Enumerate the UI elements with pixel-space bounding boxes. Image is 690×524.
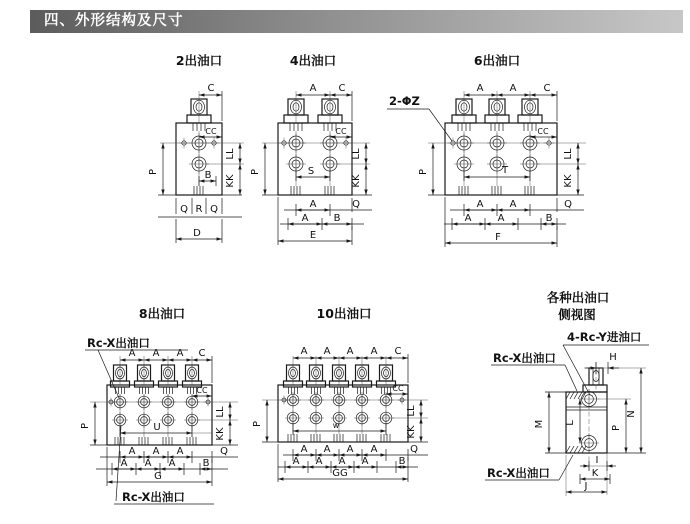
outlet-holes bbox=[262, 392, 428, 426]
dim-label-a-row1-3: A bbox=[346, 444, 354, 455]
dim-label-q: Q bbox=[410, 444, 418, 455]
callout-outlet-bottom bbox=[485, 455, 573, 480]
diagram-10-outlets bbox=[252, 300, 432, 520]
dim-label-a-row1: A bbox=[309, 199, 317, 210]
dim-label-cc: CC bbox=[196, 386, 208, 395]
dim-label-q: Q bbox=[352, 199, 360, 210]
callout-outlet-bottom bbox=[114, 426, 214, 504]
dim-label-a-row2: A bbox=[301, 213, 309, 224]
diagram-title: 4出油口 bbox=[289, 53, 337, 68]
dim-label-b: B bbox=[202, 458, 210, 469]
dim-label-kk: KK bbox=[351, 174, 362, 188]
diagram-title-line1: 各种出油口 bbox=[546, 290, 610, 305]
dim-label-g: G bbox=[154, 471, 162, 482]
dim-label-a-row2-3: A bbox=[338, 456, 346, 467]
callout-outlet-top bbox=[491, 351, 577, 391]
dim-label-a-row1-2: A bbox=[509, 199, 517, 210]
callout-mounting-holes bbox=[387, 94, 452, 141]
dim-label-l: L bbox=[565, 420, 576, 426]
diagram-8-outlets bbox=[58, 300, 244, 520]
dim-label-a-row2-2: A bbox=[144, 458, 152, 469]
dim-label-u: U bbox=[153, 422, 161, 433]
dim-label-s: S bbox=[307, 166, 315, 177]
dim-label-e: E bbox=[309, 230, 317, 241]
dim-label-j: J bbox=[584, 481, 588, 492]
dim-label-ll: LL bbox=[351, 148, 362, 160]
valve-body bbox=[278, 356, 408, 442]
dim-label-f: F bbox=[495, 232, 501, 243]
dim-label-ll: LL bbox=[406, 405, 417, 417]
dim-label-r: R bbox=[195, 204, 203, 215]
dim-label-ll: LL bbox=[563, 148, 574, 160]
dim-label-a-row1-2: A bbox=[323, 444, 331, 455]
callout-label: 4-Rc-Y进油口 bbox=[567, 330, 642, 344]
diagram-6-outlets bbox=[383, 48, 590, 265]
dim-label-q: Q bbox=[564, 199, 572, 210]
diagram-title: 6出油口 bbox=[473, 53, 521, 68]
callout-label: Rc-X出油口 bbox=[493, 351, 556, 365]
dim-label-n: N bbox=[626, 410, 637, 418]
dim-label-a-top-1: A bbox=[300, 346, 308, 357]
dim-label-a-row2-3: A bbox=[168, 458, 176, 469]
dim-label-c: C bbox=[394, 346, 402, 357]
callout-label: Rc-X出油口 bbox=[122, 490, 185, 504]
dim-label-a-top-2: A bbox=[323, 346, 331, 357]
dim-label-kk: KK bbox=[225, 174, 236, 188]
callout-label: 2-ΦZ bbox=[389, 94, 420, 108]
dim-label-a-top-4: A bbox=[370, 346, 378, 357]
callout-label: Rc-X出油口 bbox=[487, 466, 550, 480]
dim-label-m: M bbox=[534, 419, 545, 429]
dim-label-q2: Q bbox=[210, 204, 218, 215]
dim-label-a-row1-1: A bbox=[300, 444, 308, 455]
diagram-title: 2出油口 bbox=[175, 53, 223, 68]
dim-label-c: C bbox=[338, 83, 346, 94]
dim-label-k: K bbox=[591, 468, 599, 479]
dim-label-a-top-3: A bbox=[346, 346, 354, 357]
dim-label-h: H bbox=[609, 352, 617, 363]
diagram-title: 10出油口 bbox=[316, 306, 372, 321]
dim-label-q: Q bbox=[220, 446, 228, 457]
dim-label-p: P bbox=[250, 168, 261, 176]
dim-label-cc: CC bbox=[392, 384, 404, 393]
dim-label-c: C bbox=[543, 83, 551, 94]
dim-label-a-top-3: A bbox=[176, 348, 184, 359]
dim-label-b: B bbox=[204, 170, 212, 181]
dim-label-gg: GG bbox=[332, 468, 348, 479]
dim-label-a-top-1: A bbox=[128, 348, 136, 359]
dim-label-cc: CC bbox=[537, 127, 549, 136]
dim-label-p: P bbox=[611, 424, 622, 432]
dim-label-a-row1-1: A bbox=[476, 199, 484, 210]
dim-label-a-row1-4: A bbox=[370, 444, 378, 455]
dim-label-b: B bbox=[398, 456, 406, 467]
dim-label-a-row2-4: A bbox=[361, 456, 369, 467]
dim-label-c: C bbox=[207, 83, 215, 94]
dim-label-c: C bbox=[198, 348, 206, 359]
diagram-4-outlets bbox=[250, 48, 385, 260]
dim-label-a-row2-2: A bbox=[315, 456, 323, 467]
section-title: 四、外形结构及尺寸 bbox=[44, 13, 184, 29]
callout-label: Rc-X出油口 bbox=[87, 336, 150, 350]
dim-label-i: I bbox=[595, 455, 599, 466]
diagram-2-outlets bbox=[145, 48, 260, 260]
dim-label-kk: KK bbox=[563, 174, 574, 188]
dim-label-a-row2-1: A bbox=[292, 456, 300, 467]
dim-label-a-top-2: A bbox=[509, 83, 517, 94]
dim-label-a-row2-1: A bbox=[120, 458, 128, 469]
dim-label-b: B bbox=[333, 213, 341, 224]
dim-label-ll: LL bbox=[225, 148, 236, 160]
dim-label-a-top-2: A bbox=[152, 348, 160, 359]
dim-label-a-top: A bbox=[309, 83, 317, 94]
dim-label-d: D bbox=[193, 228, 201, 239]
dim-label-kk: KK bbox=[406, 425, 417, 439]
dim-label-b: B bbox=[545, 213, 553, 224]
dimensions bbox=[534, 352, 646, 496]
dim-label-t: T bbox=[501, 165, 509, 176]
dim-label-w: w bbox=[332, 421, 340, 430]
dim-label-p: P bbox=[80, 422, 91, 430]
diagram-title-line2: 侧视图 bbox=[558, 307, 596, 322]
diagram-side-view bbox=[478, 288, 690, 500]
dim-label-a-row1-3: A bbox=[176, 446, 184, 457]
dim-label-q1: Q bbox=[180, 204, 188, 215]
dim-label-a-row1-1: A bbox=[128, 446, 136, 457]
dimensions bbox=[418, 83, 584, 247]
dimensions bbox=[80, 348, 238, 486]
dim-label-a-top-1: A bbox=[476, 83, 484, 94]
diagram-title: 8出油口 bbox=[138, 306, 186, 321]
dim-label-p: P bbox=[252, 420, 263, 428]
dim-label-a-row2-1: A bbox=[464, 213, 472, 224]
dim-label-p: P bbox=[148, 168, 159, 176]
dim-label-p: P bbox=[418, 168, 429, 176]
dim-label-kk: KK bbox=[215, 427, 226, 441]
dim-label-a-row2-2: A bbox=[497, 213, 505, 224]
dim-label-a-row1-2: A bbox=[152, 446, 160, 457]
dim-label-ll: LL bbox=[215, 406, 226, 418]
dim-label-cc: CC bbox=[335, 127, 347, 136]
section-header bbox=[30, 10, 683, 33]
dim-label-cc: CC bbox=[205, 127, 217, 136]
